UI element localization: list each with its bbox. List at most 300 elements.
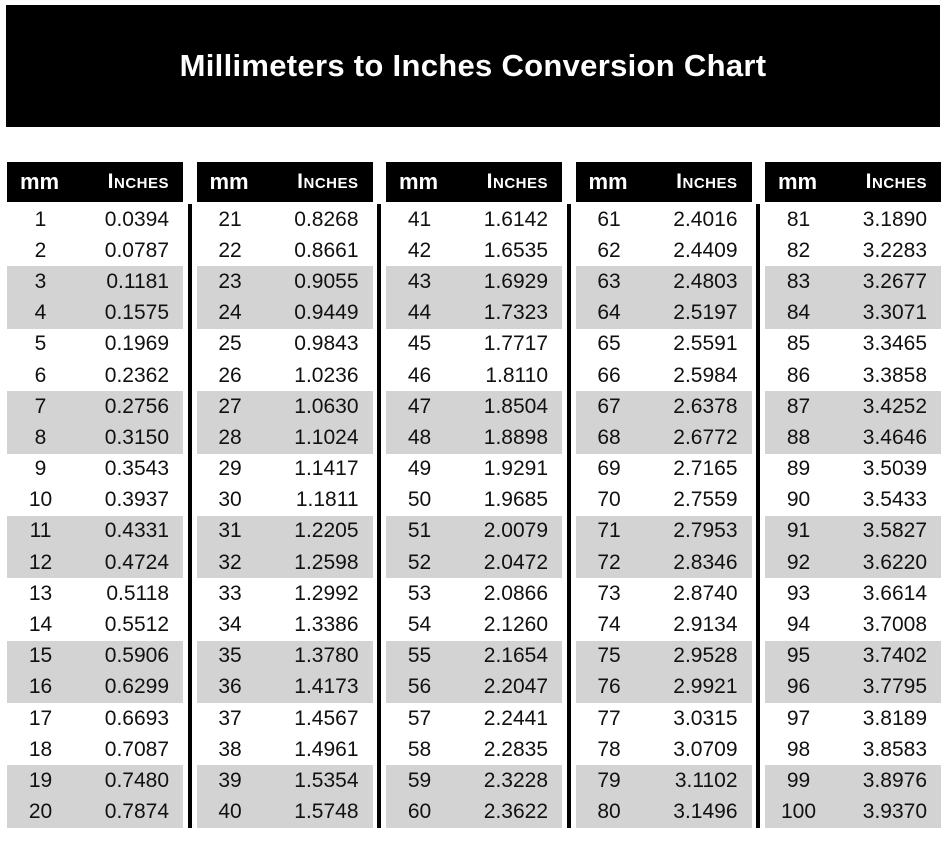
- table-row: [765, 329, 941, 360]
- mm-value: 64: [597, 301, 621, 325]
- mm-value: 85: [786, 332, 811, 356]
- mm-value: 14: [28, 613, 53, 637]
- mm-value: 35: [218, 644, 242, 668]
- mm-value: 41: [407, 207, 432, 231]
- mm-value: 58: [407, 737, 432, 761]
- mm-value: 96: [786, 675, 811, 699]
- mm-value: 48: [407, 425, 432, 449]
- mm-value: 97: [786, 706, 811, 730]
- inches-value: 2.0866: [483, 581, 548, 605]
- table-row: [386, 516, 562, 547]
- mm-value: 75: [597, 644, 621, 668]
- table-row: [386, 422, 562, 453]
- inches-value: 0.5906: [104, 644, 169, 668]
- mm-value: 39: [218, 768, 242, 792]
- table-row: [197, 422, 373, 453]
- mm-value: 16: [28, 675, 53, 699]
- inches-value: 0.9843: [294, 332, 359, 356]
- tables-container: [7, 162, 941, 828]
- conversion-table-1: [7, 162, 183, 828]
- inches-value: 1.9291: [483, 457, 548, 481]
- inches-column-header: Inches: [676, 170, 738, 193]
- mm-value: 32: [218, 550, 242, 574]
- inches-value: 3.4252: [862, 394, 927, 418]
- mm-value: 12: [28, 550, 53, 574]
- table-row: [576, 765, 752, 796]
- table-divider: [377, 204, 381, 828]
- inches-value: 3.3071: [862, 301, 927, 325]
- inches-value: 2.5197: [673, 301, 738, 325]
- mm-value: 53: [407, 581, 432, 605]
- table-row: [197, 547, 373, 578]
- mm-value: 63: [597, 269, 621, 293]
- inches-value: 3.2677: [862, 269, 927, 293]
- mm-value: 10: [28, 488, 53, 512]
- table-row: [197, 360, 373, 391]
- inches-value: 1.4961: [294, 737, 359, 761]
- mm-value: 90: [786, 488, 811, 512]
- table-row: [576, 454, 752, 485]
- mm-value: 40: [218, 800, 242, 824]
- mm-value: 7: [34, 394, 47, 418]
- inches-value: 3.9370: [862, 800, 927, 824]
- inches-value: 3.7008: [862, 613, 927, 637]
- inches-value: 3.5039: [862, 457, 927, 481]
- inches-value: 2.8740: [673, 581, 738, 605]
- mm-value: 67: [597, 394, 621, 418]
- inches-value: 2.9921: [673, 675, 738, 699]
- mm-value: 1: [34, 207, 47, 231]
- inches-value: 1.7323: [483, 301, 548, 325]
- page-title: Millimeters to Inches Conversion Chart: [179, 48, 767, 83]
- mm-value: 21: [218, 207, 242, 231]
- table-row: [386, 547, 562, 578]
- inches-value: 0.7874: [104, 800, 169, 824]
- mm-value: 19: [28, 768, 53, 792]
- mm-value: 38: [218, 737, 242, 761]
- conversion-table-4: [576, 162, 752, 828]
- mm-value: 86: [786, 363, 811, 387]
- mm-value: 20: [28, 800, 53, 824]
- inches-value: 0.9055: [294, 269, 359, 293]
- inches-value: 0.5118: [106, 581, 169, 605]
- inches-value: 3.1102: [674, 768, 738, 792]
- inches-value: 3.0315: [673, 706, 738, 730]
- mm-value: 18: [28, 737, 53, 761]
- table-row: [386, 703, 562, 734]
- inches-column-header: Inches: [486, 170, 548, 193]
- inches-value: 0.8661: [294, 238, 359, 262]
- inches-value: 1.1024: [294, 425, 359, 449]
- inches-value: 2.0079: [483, 519, 548, 543]
- mm-value: 80: [597, 800, 621, 824]
- table-row: [197, 266, 373, 297]
- inches-value: 3.5827: [862, 519, 927, 543]
- mm-value: 71: [597, 519, 621, 543]
- table-row: [576, 547, 752, 578]
- inches-value: 3.3858: [862, 363, 927, 387]
- table-row: [386, 641, 562, 672]
- mm-value: 47: [407, 394, 432, 418]
- inches-value: 0.0787: [104, 238, 169, 262]
- table-row: [765, 204, 941, 235]
- mm-value: 26: [218, 363, 242, 387]
- table-row: [765, 422, 941, 453]
- mm-value: 62: [597, 238, 621, 262]
- table-row: [576, 641, 752, 672]
- inches-value: 2.7559: [673, 488, 738, 512]
- table-header: [197, 162, 373, 202]
- mm-value: 25: [218, 332, 242, 356]
- inches-value: 2.2441: [483, 706, 548, 730]
- mm-value: 29: [218, 457, 242, 481]
- table-row: [197, 609, 373, 640]
- inches-value: 2.7165: [673, 457, 738, 481]
- table-row: [576, 703, 752, 734]
- table-row: [7, 266, 183, 297]
- table-row: [576, 485, 752, 516]
- inches-value: 1.9685: [483, 488, 548, 512]
- table-row: [197, 298, 373, 329]
- table-row: [765, 298, 941, 329]
- mm-value: 74: [597, 613, 621, 637]
- mm-value: 54: [407, 613, 432, 637]
- mm-value: 50: [407, 488, 432, 512]
- table-rows: [576, 204, 752, 828]
- inches-value: 0.1969: [104, 332, 169, 356]
- inches-value: 1.0630: [294, 394, 359, 418]
- inches-value: 1.2205: [294, 519, 359, 543]
- table-row: [197, 734, 373, 765]
- mm-value: 94: [786, 613, 811, 637]
- table-row: [386, 204, 562, 235]
- mm-value: 51: [407, 519, 432, 543]
- table-row: [7, 578, 183, 609]
- mm-value: 44: [407, 301, 432, 325]
- inches-value: 1.1811: [295, 488, 359, 512]
- table-row: [197, 454, 373, 485]
- mm-value: 59: [407, 768, 432, 792]
- table-row: [197, 797, 373, 828]
- table-divider: [188, 204, 192, 828]
- inches-value: 3.4646: [862, 425, 927, 449]
- table-row: [197, 391, 373, 422]
- inches-value: 2.9528: [673, 644, 738, 668]
- table-row: [765, 641, 941, 672]
- inches-value: 0.1181: [106, 269, 169, 293]
- inches-value: 1.0236: [294, 363, 359, 387]
- conversion-table-2: [197, 162, 373, 828]
- table-row: [7, 204, 183, 235]
- inches-value: 0.4724: [104, 550, 169, 574]
- mm-value: 36: [218, 675, 242, 699]
- table-row: [765, 609, 941, 640]
- table-row: [765, 578, 941, 609]
- table-row: [197, 485, 373, 516]
- table-row: [197, 765, 373, 796]
- table-row: [386, 609, 562, 640]
- table-header: [765, 162, 941, 202]
- inches-value: 3.7795: [862, 675, 927, 699]
- inches-value: 2.7953: [673, 519, 738, 543]
- mm-value: 8: [34, 425, 47, 449]
- table-row: [386, 672, 562, 703]
- mm-value: 95: [786, 644, 811, 668]
- inches-value: 1.2598: [294, 550, 359, 574]
- table-divider: [567, 204, 571, 828]
- mm-value: 99: [786, 768, 811, 792]
- table-row: [386, 391, 562, 422]
- table-row: [7, 547, 183, 578]
- mm-value: 49: [407, 457, 432, 481]
- mm-value: 17: [28, 706, 53, 730]
- mm-value: 68: [597, 425, 621, 449]
- inches-value: 2.6772: [673, 425, 738, 449]
- table-rows: [7, 204, 183, 828]
- table-row: [7, 734, 183, 765]
- mm-value: 3: [34, 269, 47, 293]
- table-row: [7, 391, 183, 422]
- table-row: [765, 734, 941, 765]
- inches-value: 3.6614: [862, 581, 927, 605]
- table-row: [7, 298, 183, 329]
- inches-value: 2.9134: [673, 613, 738, 637]
- inches-value: 0.9449: [294, 301, 359, 325]
- table-row: [7, 703, 183, 734]
- inches-value: 0.5512: [104, 613, 169, 637]
- conversion-table-5: [765, 162, 941, 828]
- table-row: [765, 765, 941, 796]
- inches-value: 3.0709: [673, 737, 738, 761]
- table-row: [197, 703, 373, 734]
- mm-value: 30: [218, 488, 242, 512]
- inches-value: 2.2835: [483, 737, 548, 761]
- table-row: [197, 578, 373, 609]
- mm-value: 78: [597, 737, 621, 761]
- table-rows: [197, 204, 373, 828]
- inches-value: 0.2756: [104, 394, 169, 418]
- table-row: [7, 329, 183, 360]
- mm-value: 31: [218, 519, 242, 543]
- table-row: [765, 703, 941, 734]
- table-row: [576, 734, 752, 765]
- mm-value: 100: [780, 800, 817, 824]
- inches-value: 2.0472: [483, 550, 548, 574]
- table-row: [7, 609, 183, 640]
- mm-value: 81: [786, 207, 811, 231]
- table-row: [386, 578, 562, 609]
- inches-value: 0.6693: [104, 706, 169, 730]
- mm-value: 69: [597, 457, 621, 481]
- conversion-table-3: [386, 162, 562, 828]
- inches-value: 1.5354: [294, 768, 359, 792]
- mm-value: 73: [597, 581, 621, 605]
- mm-value: 83: [786, 269, 811, 293]
- mm-value: 2: [34, 238, 47, 262]
- inches-value: 1.6535: [483, 238, 548, 262]
- mm-value: 84: [786, 301, 811, 325]
- table-header: [386, 162, 562, 202]
- inches-value: 2.3622: [483, 800, 548, 824]
- mm-value: 70: [597, 488, 621, 512]
- table-row: [197, 204, 373, 235]
- table-row: [576, 797, 752, 828]
- table-header: [576, 162, 752, 202]
- mm-value: 56: [407, 675, 432, 699]
- mm-value: 43: [407, 269, 432, 293]
- mm-value: 15: [28, 644, 53, 668]
- table-row: [576, 360, 752, 391]
- table-row: [765, 235, 941, 266]
- table-row: [386, 734, 562, 765]
- inches-column-header: Inches: [107, 170, 169, 193]
- mm-value: 4: [34, 301, 47, 325]
- inches-value: 0.8268: [294, 207, 359, 231]
- mm-value: 22: [218, 238, 242, 262]
- table-row: [7, 641, 183, 672]
- mm-value: 98: [786, 737, 811, 761]
- inches-column-header: Inches: [865, 170, 927, 193]
- table-row: [576, 578, 752, 609]
- inches-value: 2.2047: [483, 675, 548, 699]
- mm-value: 24: [218, 301, 242, 325]
- inches-value: 0.6299: [104, 675, 169, 699]
- mm-value: 87: [786, 394, 811, 418]
- table-row: [386, 329, 562, 360]
- inches-value: 3.8976: [862, 768, 927, 792]
- inches-value: 2.8346: [673, 550, 738, 574]
- inches-value: 0.2362: [104, 363, 169, 387]
- table-row: [7, 235, 183, 266]
- inches-value: 1.8504: [483, 394, 548, 418]
- inches-value: 1.4173: [294, 675, 359, 699]
- inches-value: 3.2283: [862, 238, 927, 262]
- inches-value: 2.3228: [483, 768, 548, 792]
- table-row: [576, 609, 752, 640]
- inches-value: 0.7087: [104, 737, 169, 761]
- table-row: [765, 485, 941, 516]
- mm-value: 34: [218, 613, 242, 637]
- inches-value: 0.7480: [104, 768, 169, 792]
- table-row: [197, 672, 373, 703]
- mm-value: 9: [34, 457, 47, 481]
- inches-value: 2.4803: [673, 269, 738, 293]
- mm-value: 92: [786, 550, 811, 574]
- inches-value: 2.1654: [483, 644, 548, 668]
- table-row: [7, 797, 183, 828]
- inches-value: 3.6220: [862, 550, 927, 574]
- table-row: [7, 454, 183, 485]
- inches-value: 3.8583: [862, 737, 927, 761]
- table-rows: [386, 204, 562, 828]
- mm-value: 28: [218, 425, 242, 449]
- inches-value: 2.1260: [483, 613, 548, 637]
- table-row: [386, 454, 562, 485]
- inches-value: 2.5591: [673, 332, 738, 356]
- table-row: [386, 298, 562, 329]
- inches-value: 1.8898: [483, 425, 548, 449]
- mm-column-header: mm: [399, 169, 439, 194]
- table-header: [7, 162, 183, 202]
- mm-value: 42: [407, 238, 432, 262]
- table-row: [386, 360, 562, 391]
- table-row: [765, 672, 941, 703]
- inches-value: 0.3543: [104, 457, 169, 481]
- mm-value: 66: [597, 363, 621, 387]
- inches-value: 3.1496: [673, 800, 738, 824]
- inches-value: 1.8110: [485, 363, 548, 387]
- mm-value: 89: [786, 457, 811, 481]
- inches-value: 1.7717: [483, 332, 548, 356]
- inches-value: 0.3150: [104, 425, 169, 449]
- mm-value: 61: [597, 207, 621, 231]
- mm-value: 79: [597, 768, 621, 792]
- mm-value: 60: [407, 800, 432, 824]
- table-row: [7, 765, 183, 796]
- table-row: [765, 391, 941, 422]
- mm-value: 6: [34, 363, 47, 387]
- inches-value: 1.3386: [294, 613, 359, 637]
- inches-value: 1.2992: [294, 581, 359, 605]
- table-row: [765, 547, 941, 578]
- table-row: [7, 360, 183, 391]
- table-row: [576, 422, 752, 453]
- inches-value: 2.5984: [673, 363, 738, 387]
- table-row: [765, 797, 941, 828]
- table-row: [386, 797, 562, 828]
- table-row: [386, 765, 562, 796]
- mm-value: 88: [786, 425, 811, 449]
- table-row: [7, 422, 183, 453]
- inches-value: 1.5748: [294, 800, 359, 824]
- mm-column-header: mm: [778, 169, 818, 194]
- inches-value: 3.7402: [862, 644, 927, 668]
- inches-value: 0.4331: [104, 519, 169, 543]
- inches-value: 3.5433: [862, 488, 927, 512]
- table-row: [386, 266, 562, 297]
- inches-value: 1.6929: [483, 269, 548, 293]
- mm-value: 91: [786, 519, 811, 543]
- table-row: [7, 516, 183, 547]
- mm-column-header: mm: [209, 169, 249, 194]
- table-divider: [756, 204, 760, 828]
- mm-value: 13: [28, 581, 53, 605]
- mm-column-header: mm: [588, 169, 628, 194]
- mm-value: 76: [597, 675, 621, 699]
- inches-value: 1.1417: [294, 457, 359, 481]
- mm-value: 23: [218, 269, 242, 293]
- table-row: [765, 516, 941, 547]
- table-row: [576, 266, 752, 297]
- inches-value: 3.1890: [862, 207, 927, 231]
- mm-column-header: mm: [20, 169, 60, 194]
- mm-value: 65: [597, 332, 621, 356]
- table-row: [765, 360, 941, 391]
- mm-value: 27: [218, 394, 242, 418]
- inches-value: 2.6378: [673, 394, 738, 418]
- table-row: [197, 516, 373, 547]
- mm-value: 52: [407, 550, 432, 574]
- table-row: [7, 672, 183, 703]
- inches-value: 0.1575: [104, 301, 169, 325]
- inches-value: 0.3937: [104, 488, 169, 512]
- table-row: [576, 516, 752, 547]
- mm-value: 5: [34, 332, 47, 356]
- table-row: [576, 235, 752, 266]
- table-row: [197, 641, 373, 672]
- table-row: [7, 485, 183, 516]
- mm-value: 82: [786, 238, 811, 262]
